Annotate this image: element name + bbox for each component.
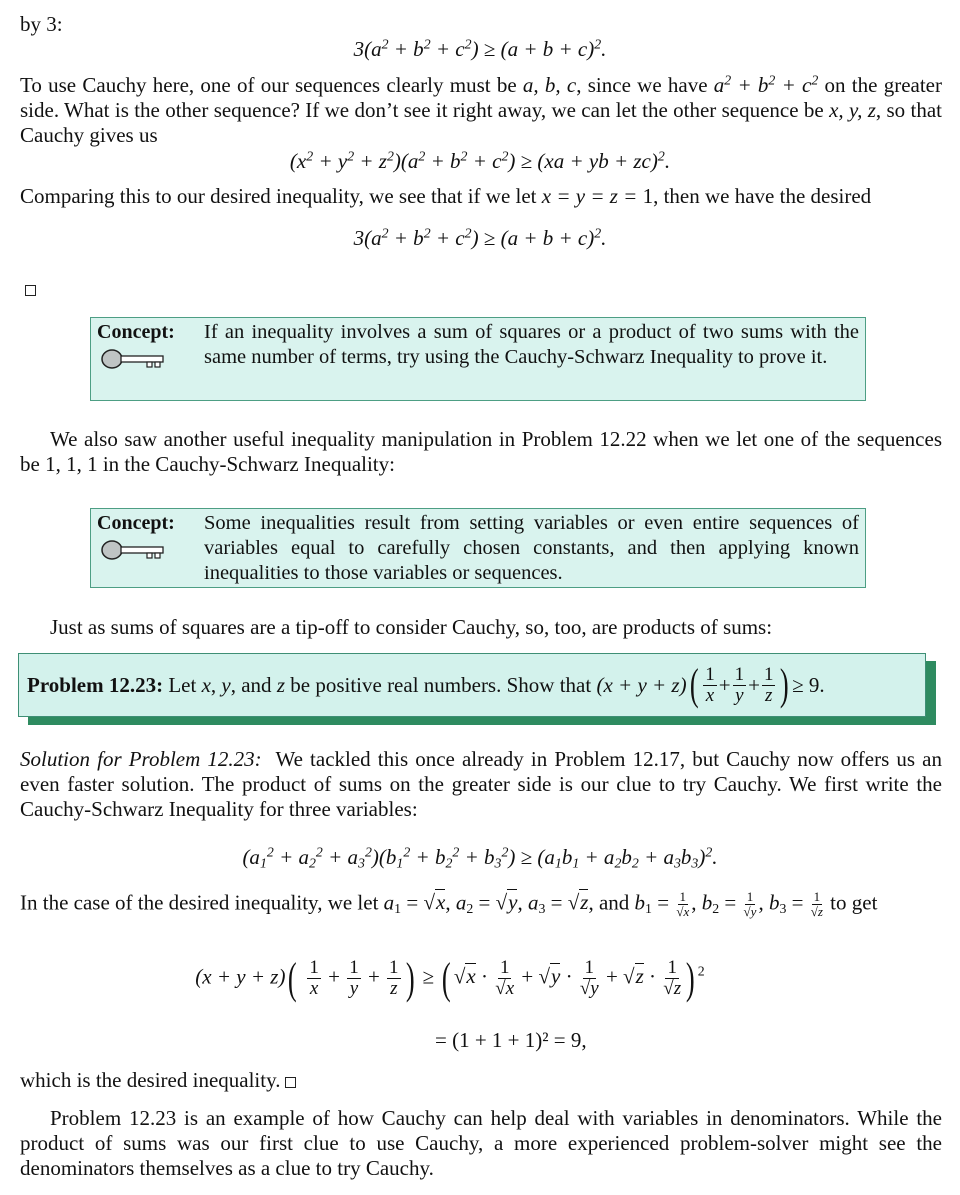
concept-text: Some inequalities result from setting variables or even entire sequences of variables equal to carefully chosen constants, and then applying known inequalities to those variables or sequences. xyxy=(204,512,859,584)
concept-box-1 xyxy=(90,317,866,401)
equation-result: = (1 + 1 + 1)² = 9, xyxy=(435,1028,587,1052)
qed-box-icon xyxy=(285,1077,296,1088)
problem-lhs: (x + y + z) xyxy=(596,672,687,697)
solution-paragraph: Solution for Problem 12.23: We tackled this once already in Problem 12.17, but Cauchy now offers us an even faster solution. The product of sums on the greater side is our clue to try Cauchy. We first write the Cauchy-Schwarz Inequality for three variables: xyxy=(20,747,942,821)
key-icon xyxy=(101,348,165,376)
paragraph-denominators: Problem 12.23 is an example of how Cauchy can help deal with variables in denominators. While the product of sums was our first clue to use Cauchy, a more experienced problem-solver might see the denominators themselves as a clue to try Cauchy. xyxy=(20,1106,942,1180)
top-fragment: by 3: xyxy=(20,12,63,36)
problem-text: Let x, y, and z be positive real numbers. Show that xyxy=(168,672,592,697)
qed-box-icon xyxy=(21,276,36,301)
equation-applied-cauchy: (x + y + z)( $\frac{1}{x}$ + $\frac{1}{y}$ + $\frac{1}{z}$ ) ≥ ( √x · $\frac{1}{√x}$ + √y · $\frac{1}{√y}$ + √z · $\frac{1}{√z}$ ) $^2$ xyxy=(195,953,705,1003)
paragraph-cauchy-intro: To use Cauchy here, one of our sequences clearly must be a, b, c, since we have $a^2 + b^2 + c^2$ on the greater side. What is the other sequence? If we don’t see it right away, we can let the other sequence be x, y, z, so that Cauchy gives us xyxy=(20,72,943,147)
problem-label: Problem 12.23: xyxy=(27,672,164,697)
equation-2: $(x^2 + y^2 + z^2)(a^2 + b^2 + c^2) \ge (xa$ + yb + zc)$^2$. xyxy=(289,148,671,173)
problem-box: Problem 12.23: Let x, y, and z be positive real numbers. Show that (x + y + z) ( $\frac{1}{x}$ + $\frac{1}{y}$ + $\frac{1}{z}$ ) ≥ 9. xyxy=(18,653,926,717)
equation-1: $3(a^2 + b^2 + c^2) \ge (a + b + c)^2$. xyxy=(353,36,607,61)
paragraph-desired: which is the desired inequality. xyxy=(20,1068,942,1093)
equation-3: $3(a^2 + b^2 + c^2) \ge (a + b + c)^2$. xyxy=(353,225,607,250)
concept-text: If an inequality involves a sum of squares or a product of two sums with the same number of terms, try using the Cauchy-Schwarz Inequality to prove it. xyxy=(204,321,859,368)
concept-label: Concept: xyxy=(97,321,175,343)
concept-label: Concept: xyxy=(97,512,175,534)
paragraph-comparing: Comparing this to our desired inequality, we see that if we let x = y = z = 1, then we have the desired xyxy=(20,184,872,208)
paragraph-products-of-sums: Just as sums of squares are a tip-off to consider Cauchy, so, too, are products of sums: xyxy=(50,615,773,639)
key-icon xyxy=(101,539,165,567)
equation-cauchy-three-vars: $(a_1^2 + a_2^2 + a_3^2)(b_1^2 + b_2^2 + b_3^2) \ge (a_1b_1 + a_2b_2 + a_3b_3)^2$. xyxy=(242,844,718,871)
paragraph-substitution: In the case of the desired inequality, we let $a_1 = √x$, $a_2 = √y$, $a_3 = √z$, and $b_1$ = $\frac{1}{√x}$ , $b_2$ = $\frac{1}{√y}$ , $b_3$ = $\frac{1}{√z}$ to get xyxy=(20,889,878,919)
problem-tail: ≥ 9. xyxy=(792,672,825,697)
paragraph-another-manipulation: We also saw another useful inequality manipulation in Problem 12.22 when we let one of the sequences be 1, 1, 1 in the Cauchy-Schwarz Inequality: xyxy=(20,427,942,476)
concept-box-2 xyxy=(90,508,866,588)
